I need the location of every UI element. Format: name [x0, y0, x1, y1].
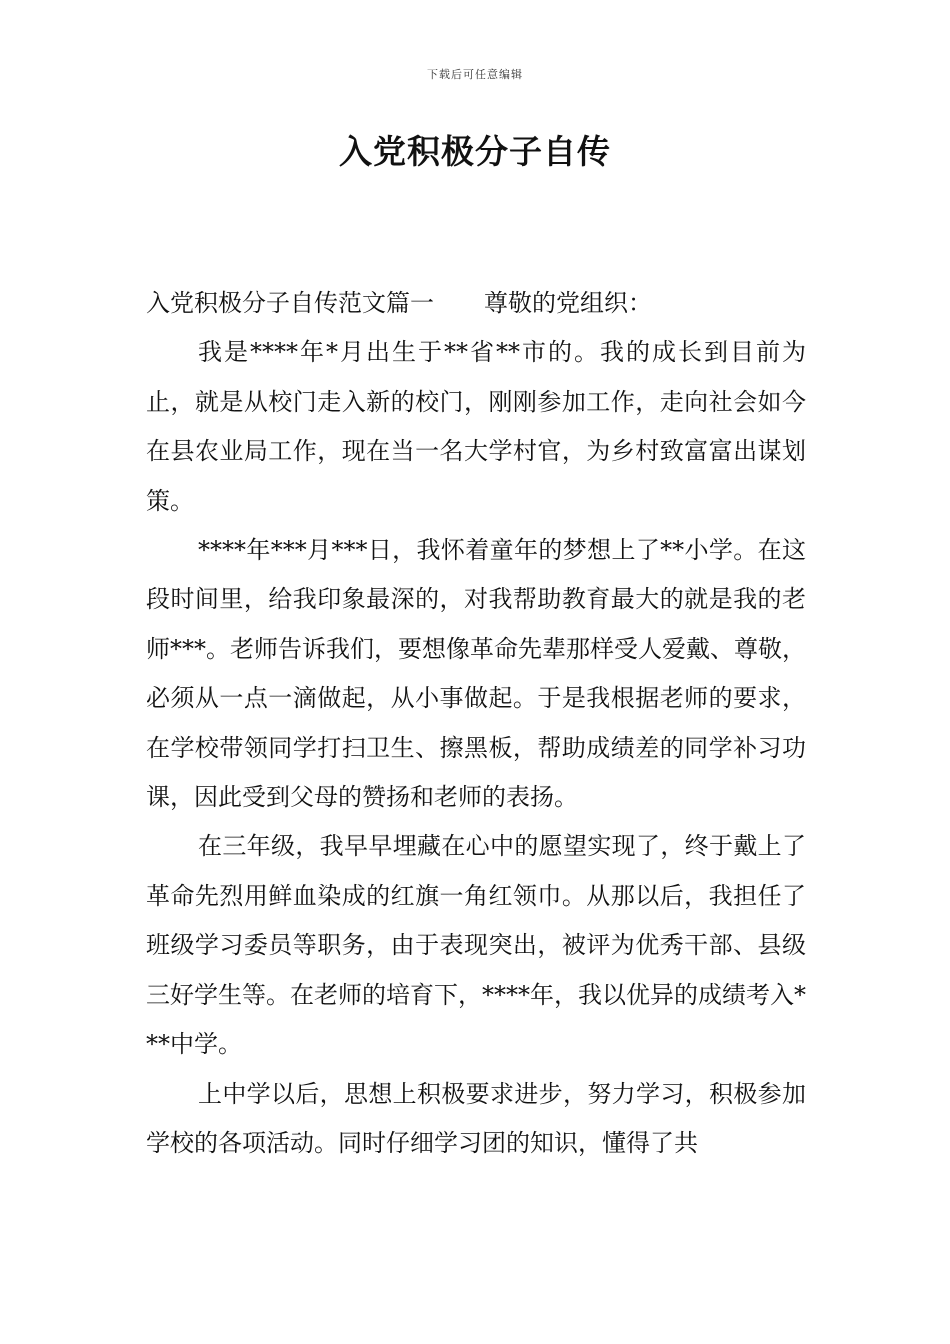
document-title: 入党积极分子自传	[339, 132, 611, 171]
paragraph-4: 上中学以后，思想上积极要求进步，努力学习，积极参加学校的各项活动。同时仔细学习团的知识，懂得了共	[146, 1079, 806, 1157]
paragraph-2: ****年***月***日，我怀着童年的梦想上了**小学。在这段时间里，给我印象最深的，对我帮助教育最大的就是我的老师***。老师告诉我们，要想像革命先辈那样受人爱戴、尊敬，必须从一点一滴做起，从小事做起。于是我根据老师的要求，在学校带领同学打扫卫生、擦黑板，帮助成绩差的同学补习功课，因此受到父母的赞扬和老师的表扬。	[146, 536, 806, 812]
header-note: 下载后可任意编辑	[427, 68, 523, 81]
document-body	[146, 279, 806, 1168]
opening-heading: 入党积极分子自传范文篇一	[146, 289, 434, 317]
salutation: 尊敬的党组织：	[484, 289, 652, 317]
paragraph-3: 在三年级，我早早埋藏在心中的愿望实现了，终于戴上了革命先烈用鲜血染成的红旗一角红领巾。从那以后，我担任了班级学习委员等职务，由于表现突出，被评为优秀干部、县级三好学生等。在老师的培育下，****年，我以优异的成绩考入***中学。	[146, 832, 806, 1059]
paragraph-1: 我是****年*月出生于**省**市的。我的成长到目前为止，就是从校门走入新的校门，刚刚参加工作，走向社会如今在县农业局工作，现在当一名大学村官，为乡村致富富出谋划策。	[146, 338, 806, 515]
opening-line	[146, 279, 806, 328]
